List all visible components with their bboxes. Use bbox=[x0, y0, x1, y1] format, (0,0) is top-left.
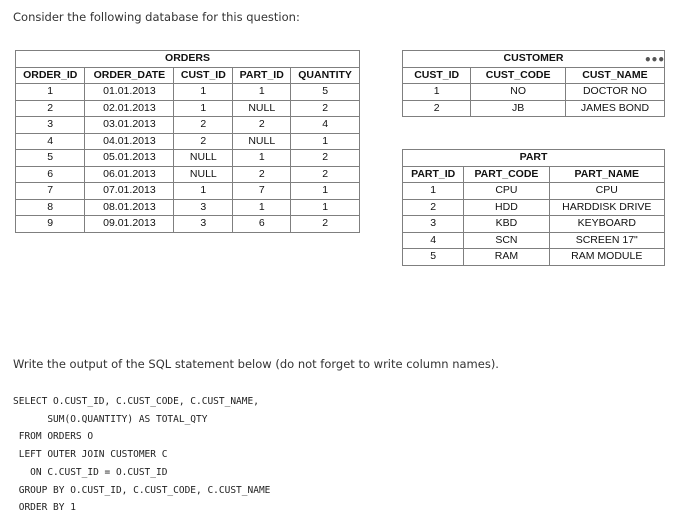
part-table bbox=[402, 149, 665, 266]
table-cell: 04.01.2013 bbox=[85, 133, 174, 150]
table-cell: 2 bbox=[403, 199, 464, 216]
table-cell: 1 bbox=[403, 183, 464, 200]
table-cell: NULL bbox=[233, 133, 291, 150]
table-cell: 4 bbox=[403, 232, 464, 249]
table-row bbox=[403, 100, 665, 117]
table-row bbox=[403, 183, 665, 200]
table-row bbox=[403, 249, 665, 266]
table-cell: 2 bbox=[174, 133, 233, 150]
table-row bbox=[16, 133, 360, 150]
table-row bbox=[403, 84, 665, 101]
table-row bbox=[16, 117, 360, 134]
table-cell: 2 bbox=[233, 166, 291, 183]
more-dots-icon[interactable]: ••• bbox=[644, 53, 665, 67]
table-cell: SCN bbox=[464, 232, 549, 249]
orders-col-header: PART_ID bbox=[233, 67, 291, 84]
table-cell: 4 bbox=[16, 133, 85, 150]
table-cell: 7 bbox=[233, 183, 291, 200]
table-cell: 01.01.2013 bbox=[85, 84, 174, 101]
table-cell: 1 bbox=[291, 183, 360, 200]
table-cell: 5 bbox=[403, 249, 464, 266]
part-col-header: PART_ID bbox=[403, 166, 464, 183]
table-cell: 1 bbox=[233, 150, 291, 167]
table-row bbox=[16, 199, 360, 216]
table-cell: 4 bbox=[291, 117, 360, 134]
table-row bbox=[16, 216, 360, 233]
table-cell: JAMES BOND bbox=[565, 100, 664, 117]
sql-line: ORDER BY 1 bbox=[13, 502, 76, 514]
table-cell: 2 bbox=[403, 100, 471, 117]
orders-table-title: ORDERS bbox=[16, 51, 360, 68]
customer-col-header: CUST_CODE bbox=[471, 67, 566, 84]
intro-text: Consider the following database for this question: bbox=[13, 10, 300, 24]
table-row bbox=[16, 84, 360, 101]
table-cell: 03.01.2013 bbox=[85, 117, 174, 134]
sql-line: ON C.CUST_ID = O.CUST_ID bbox=[13, 466, 168, 478]
table-cell: 3 bbox=[174, 199, 233, 216]
table-cell: 1 bbox=[291, 133, 360, 150]
table-cell: 1 bbox=[174, 100, 233, 117]
part-col-header: PART_NAME bbox=[549, 166, 665, 183]
part-col-header: PART_CODE bbox=[464, 166, 549, 183]
table-cell: 1 bbox=[174, 183, 233, 200]
table-cell: HDD bbox=[464, 199, 549, 216]
table-cell: 2 bbox=[291, 150, 360, 167]
sql-line: LEFT OUTER JOIN CUSTOMER C bbox=[13, 449, 168, 461]
sql-line: FROM ORDERS O bbox=[13, 431, 94, 443]
orders-col-header: ORDER_DATE bbox=[85, 67, 174, 84]
sql-line: SUM(O.QUANTITY) AS TOTAL_QTY bbox=[13, 413, 208, 425]
table-cell: JB bbox=[471, 100, 566, 117]
table-cell: 1 bbox=[174, 84, 233, 101]
table-cell: NULL bbox=[174, 150, 233, 167]
table-cell: NULL bbox=[174, 166, 233, 183]
table-cell: 1 bbox=[291, 199, 360, 216]
table-cell: 05.01.2013 bbox=[85, 150, 174, 167]
table-cell: 08.01.2013 bbox=[85, 199, 174, 216]
table-cell: HARDDISK DRIVE bbox=[549, 199, 665, 216]
table-row bbox=[16, 183, 360, 200]
table-row bbox=[16, 150, 360, 167]
table-cell: 07.01.2013 bbox=[85, 183, 174, 200]
table-cell: 9 bbox=[16, 216, 85, 233]
table-cell: 6 bbox=[16, 166, 85, 183]
table-cell: 2 bbox=[174, 117, 233, 134]
table-cell: CPU bbox=[464, 183, 549, 200]
table-row bbox=[403, 216, 665, 233]
table-cell: 5 bbox=[16, 150, 85, 167]
table-cell: CPU bbox=[549, 183, 665, 200]
table-row bbox=[16, 166, 360, 183]
table-cell: 1 bbox=[233, 199, 291, 216]
table-cell: DOCTOR NO bbox=[565, 84, 664, 101]
customer-col-header: CUST_ID bbox=[403, 67, 471, 84]
table-cell: 2 bbox=[16, 100, 85, 117]
part-table-title: PART bbox=[403, 150, 665, 167]
table-cell: 06.01.2013 bbox=[85, 166, 174, 183]
table-cell: SCREEN 17" bbox=[549, 232, 665, 249]
table-cell: 2 bbox=[233, 117, 291, 134]
table-cell: RAM MODULE bbox=[549, 249, 665, 266]
table-cell: 2 bbox=[291, 216, 360, 233]
table-cell: 2 bbox=[291, 100, 360, 117]
table-cell: NULL bbox=[233, 100, 291, 117]
table-cell: KEYBOARD bbox=[549, 216, 665, 233]
table-cell: 5 bbox=[291, 84, 360, 101]
table-cell: KBD bbox=[464, 216, 549, 233]
table-cell: 1 bbox=[403, 84, 471, 101]
sql-line: SELECT O.CUST_ID, C.CUST_CODE, C.CUST_NAME, bbox=[13, 396, 259, 407]
table-cell: 7 bbox=[16, 183, 85, 200]
table-cell: 3 bbox=[16, 117, 85, 134]
table-row bbox=[16, 100, 360, 117]
table-cell: NO bbox=[471, 84, 566, 101]
orders-table bbox=[15, 50, 360, 233]
customer-col-header: CUST_NAME bbox=[565, 67, 664, 84]
table-cell: 3 bbox=[403, 216, 464, 233]
table-cell: 02.01.2013 bbox=[85, 100, 174, 117]
table-cell: 1 bbox=[16, 84, 85, 101]
table-cell: 6 bbox=[233, 216, 291, 233]
orders-col-header: CUST_ID bbox=[174, 67, 233, 84]
table-cell: 09.01.2013 bbox=[85, 216, 174, 233]
table-cell: 2 bbox=[291, 166, 360, 183]
orders-col-header: QUANTITY bbox=[291, 67, 360, 84]
table-cell: 8 bbox=[16, 199, 85, 216]
table-cell: 1 bbox=[233, 84, 291, 101]
customer-table bbox=[402, 50, 665, 117]
customer-table-title: CUSTOMER bbox=[403, 51, 665, 68]
sql-line: GROUP BY O.CUST_ID, C.CUST_CODE, C.CUST_NAME bbox=[13, 484, 271, 496]
question-text: Write the output of the SQL statement below (do not forget to write column names). bbox=[13, 357, 499, 371]
orders-col-header: ORDER_ID bbox=[16, 67, 85, 84]
table-row bbox=[403, 199, 665, 216]
table-cell: RAM bbox=[464, 249, 549, 266]
table-row bbox=[403, 232, 665, 249]
sql-statement bbox=[13, 393, 270, 517]
table-cell: 3 bbox=[174, 216, 233, 233]
